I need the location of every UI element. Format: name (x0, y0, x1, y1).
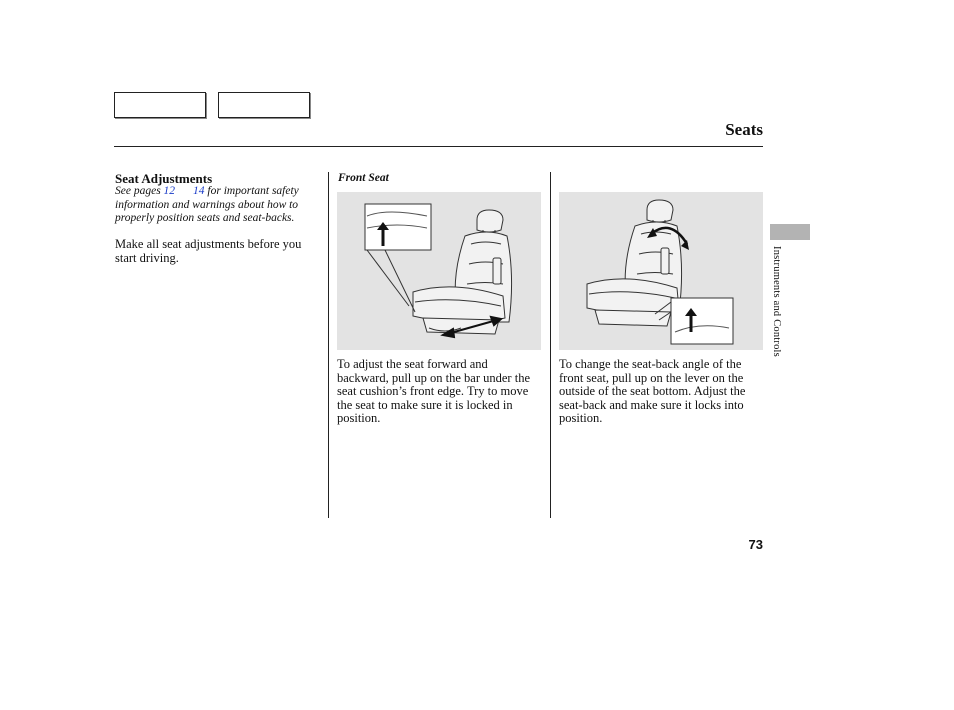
column-divider (328, 172, 329, 518)
section-heading: Seat Adjustments (115, 171, 213, 186)
intro-paragraph: Make all seat adjustments before you start driving. (115, 237, 302, 265)
forward-backward-instructions: To adjust the seat forward and backward, pull up on the bar under the seat cushion’s front edge. Try to move the seat to make sure it is locked in position. (337, 357, 530, 425)
header-rule (114, 146, 763, 147)
nav-main-menu-button[interactable] (114, 92, 206, 118)
see-pages-note (115, 185, 325, 226)
seat-forward-backward-illustration (337, 192, 541, 350)
page-title: Seats (725, 120, 763, 139)
page-link-14[interactable]: 14 (193, 185, 205, 197)
seatback-angle-instructions: To change the seat-back angle of the front seat, pull up on the lever on the outside of the seat bottom. Adjust the seat-back and make sure it locks into position. (559, 357, 746, 425)
column-divider (550, 172, 551, 518)
section-tab-marker (770, 224, 810, 240)
figure-caption: Front Seat (338, 172, 389, 184)
nav-index-button[interactable] (218, 92, 310, 118)
page-link-12[interactable]: 12 (163, 185, 176, 197)
see-pages-suffix: for important safety information and warnings about how to properly position seats and seat-backs. (115, 185, 299, 224)
seat-back-angle-illustration (559, 192, 763, 350)
page-number: 73 (748, 537, 763, 552)
seat-slide-drawing (337, 192, 541, 350)
see-pages-prefix: See pages (115, 185, 164, 197)
seat-recline-drawing (559, 192, 763, 350)
section-tab-label: Instruments and Controls (771, 246, 782, 357)
